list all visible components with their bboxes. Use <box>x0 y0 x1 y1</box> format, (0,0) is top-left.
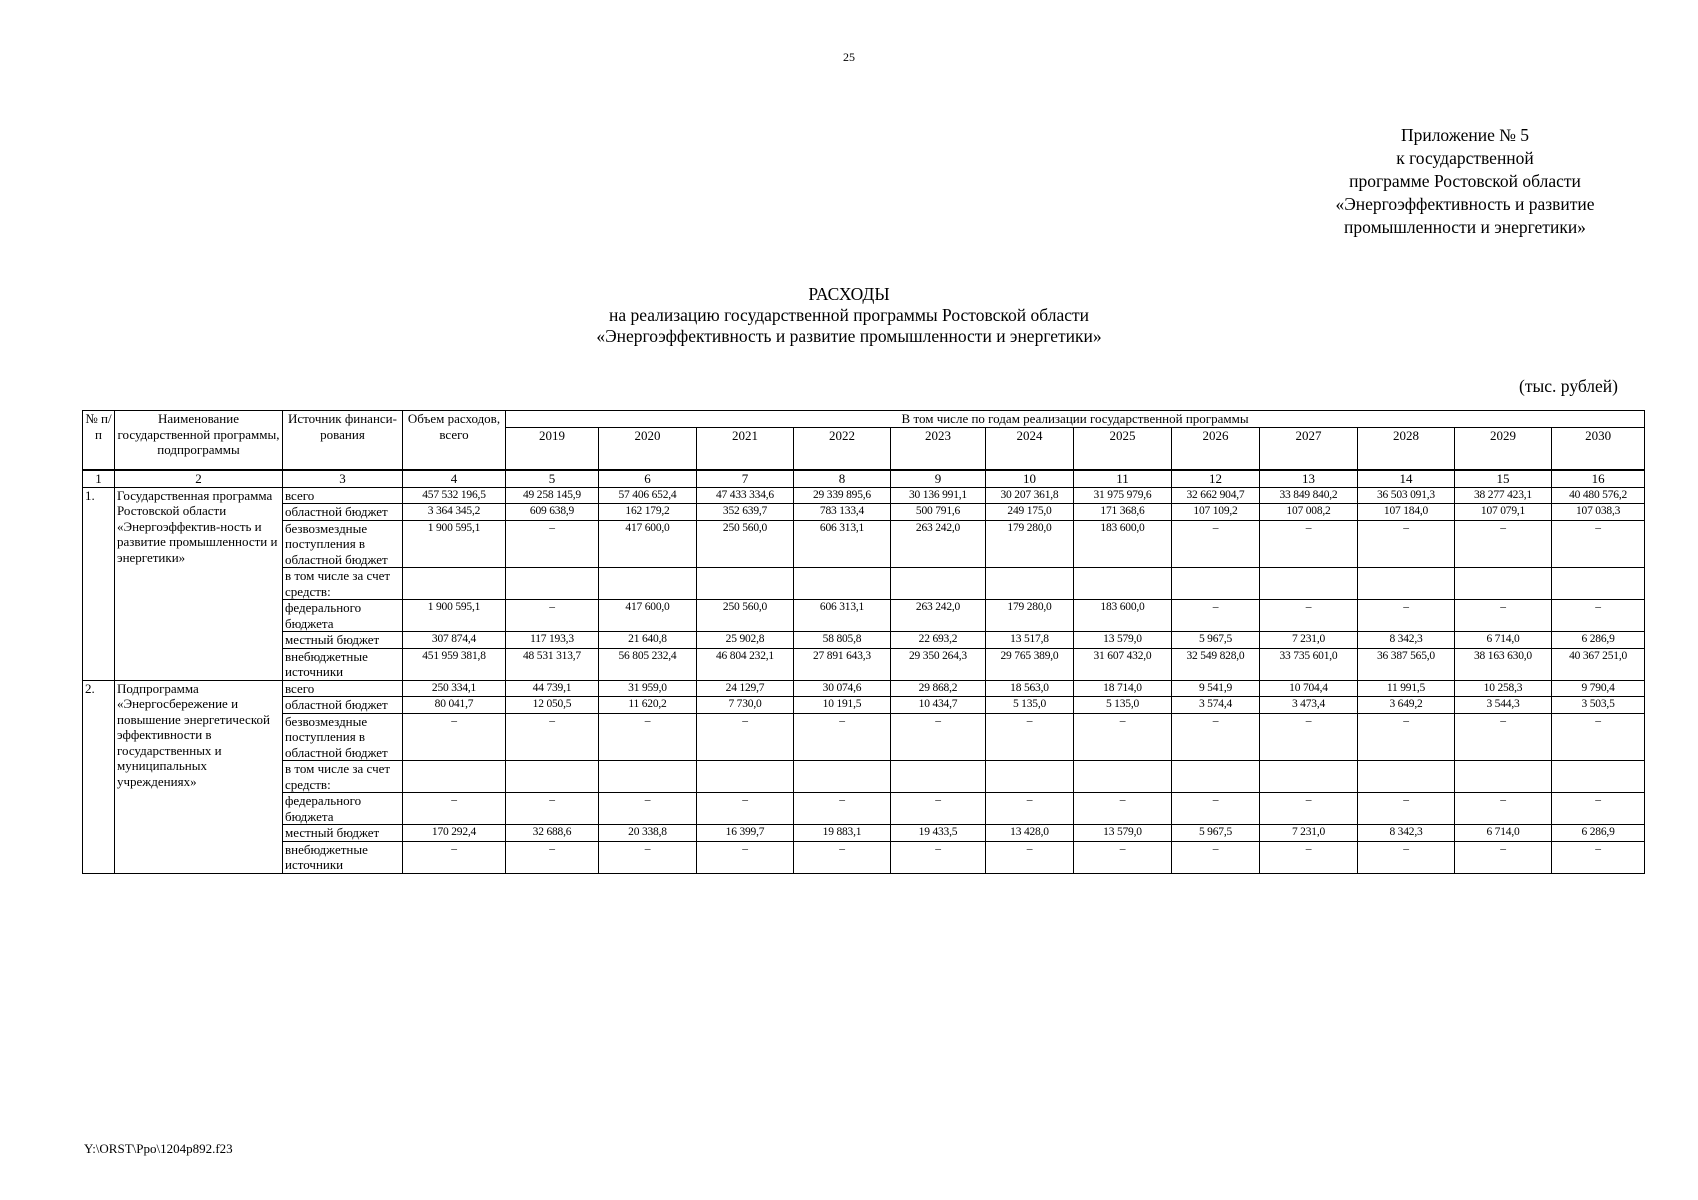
year-amount: 40 480 576,2 <box>1552 487 1645 504</box>
program-name: Подпрограмма «Энергосбережение и повышение энергетической эффективности в государственных и муниципальных учреждениях» <box>115 680 283 873</box>
year-amount <box>1455 568 1552 600</box>
header-num: № п/п <box>83 411 115 471</box>
year-amount: 250 560,0 <box>697 520 794 568</box>
year-amount: 183 600,0 <box>1074 600 1172 632</box>
year-amount: 6 714,0 <box>1455 632 1552 649</box>
year-amount <box>794 761 891 793</box>
year-amount: – <box>1074 793 1172 825</box>
year-amount <box>986 568 1074 600</box>
year-amount: 500 791,6 <box>891 504 986 521</box>
table-row <box>83 487 1645 504</box>
funding-source: местный бюджет <box>283 825 403 842</box>
appendix-line: «Энергоэффективность и развитие <box>1335 194 1595 214</box>
year-amount: – <box>697 793 794 825</box>
year-amount: 29 765 389,0 <box>986 648 1074 680</box>
year-amount: 18 714,0 <box>1074 680 1172 697</box>
total-amount: 170 292,4 <box>403 825 506 842</box>
year-amount <box>986 761 1074 793</box>
year-amount: 352 639,7 <box>697 504 794 521</box>
year-amount: – <box>1455 713 1552 761</box>
year-amount: 9 790,4 <box>1552 680 1645 697</box>
year-amount: 21 640,8 <box>599 632 697 649</box>
year-amount: 263 242,0 <box>891 520 986 568</box>
year-amount: – <box>1172 600 1260 632</box>
year-amount: – <box>697 841 794 873</box>
year-amount: – <box>1172 713 1260 761</box>
header-year: 2026 <box>1172 427 1260 470</box>
year-amount <box>599 568 697 600</box>
funding-source: внебюджетные источники <box>283 841 403 873</box>
funding-source: безвозмездные поступления в областной бюджет <box>283 520 403 568</box>
appendix-line: программе Ростовской области <box>1349 171 1581 191</box>
year-amount <box>1260 568 1358 600</box>
year-amount: 13 579,0 <box>1074 632 1172 649</box>
year-amount: 22 693,2 <box>891 632 986 649</box>
year-amount: – <box>1260 600 1358 632</box>
header-source: Источник финанси-рования <box>283 411 403 471</box>
table-header <box>83 411 1645 471</box>
year-amount <box>1552 761 1645 793</box>
header-year: 2019 <box>506 427 599 470</box>
year-amount: – <box>1172 520 1260 568</box>
table-row <box>83 504 1645 521</box>
year-amount <box>891 761 986 793</box>
year-amount: – <box>1358 600 1455 632</box>
year-amount: – <box>506 713 599 761</box>
total-amount: 250 334,1 <box>403 680 506 697</box>
table-row <box>83 841 1645 873</box>
year-amount: 5 135,0 <box>1074 697 1172 714</box>
total-amount: 80 041,7 <box>403 697 506 714</box>
year-amount: – <box>1358 713 1455 761</box>
header-year: 2023 <box>891 427 986 470</box>
total-amount: 307 874,4 <box>403 632 506 649</box>
year-amount: 36 387 565,0 <box>1358 648 1455 680</box>
year-amount: – <box>1455 793 1552 825</box>
year-amount: 10 258,3 <box>1455 680 1552 697</box>
funding-source: федерального бюджета <box>283 793 403 825</box>
funding-source: в том числе за счет средств: <box>283 568 403 600</box>
year-amount: – <box>794 713 891 761</box>
year-amount: 38 277 423,1 <box>1455 487 1552 504</box>
year-amount: 183 600,0 <box>1074 520 1172 568</box>
table-row <box>83 697 1645 714</box>
total-amount: 451 959 381,8 <box>403 648 506 680</box>
header-year: 2030 <box>1552 427 1645 470</box>
column-number: 15 <box>1455 470 1552 487</box>
year-amount: – <box>986 713 1074 761</box>
year-amount: – <box>986 793 1074 825</box>
year-amount: 30 207 361,8 <box>986 487 1074 504</box>
title-line: «Энергоэффективность и развитие промышленности и энергетики» <box>596 326 1102 346</box>
row-index: 1. <box>83 487 115 680</box>
year-amount: – <box>1455 600 1552 632</box>
year-amount: – <box>1552 841 1645 873</box>
budget-table <box>82 410 1645 874</box>
title-main: РАСХОДЫ <box>808 284 890 304</box>
year-amount: 29 868,2 <box>891 680 986 697</box>
year-amount: – <box>1260 841 1358 873</box>
year-amount: 46 804 232,1 <box>697 648 794 680</box>
year-amount: 49 258 145,9 <box>506 487 599 504</box>
year-amount: 24 129,7 <box>697 680 794 697</box>
table-row <box>83 568 1645 600</box>
year-amount: – <box>506 841 599 873</box>
table-row <box>83 600 1645 632</box>
year-amount: 7 231,0 <box>1260 632 1358 649</box>
year-amount: 606 313,1 <box>794 600 891 632</box>
year-amount: 11 991,5 <box>1358 680 1455 697</box>
year-amount: 263 242,0 <box>891 600 986 632</box>
total-amount <box>403 568 506 600</box>
year-amount <box>1358 761 1455 793</box>
table-row <box>83 761 1645 793</box>
year-amount: 107 008,2 <box>1260 504 1358 521</box>
year-amount: – <box>1074 841 1172 873</box>
year-amount: 20 338,8 <box>599 825 697 842</box>
year-amount: 107 038,3 <box>1552 504 1645 521</box>
year-amount: – <box>1358 520 1455 568</box>
column-number: 11 <box>1074 470 1172 487</box>
funding-source: внебюджетные источники <box>283 648 403 680</box>
year-amount: – <box>891 793 986 825</box>
year-amount: 117 193,3 <box>506 632 599 649</box>
year-amount: 57 406 652,4 <box>599 487 697 504</box>
column-number: 13 <box>1260 470 1358 487</box>
year-amount <box>1172 568 1260 600</box>
column-number: 12 <box>1172 470 1260 487</box>
total-amount: 1 900 595,1 <box>403 600 506 632</box>
header-year: 2020 <box>599 427 697 470</box>
funding-source: областной бюджет <box>283 504 403 521</box>
year-amount: 32 688,6 <box>506 825 599 842</box>
year-amount: 7 730,0 <box>697 697 794 714</box>
year-amount: 3 574,4 <box>1172 697 1260 714</box>
year-amount: – <box>794 841 891 873</box>
year-amount: – <box>599 793 697 825</box>
year-amount: 12 050,5 <box>506 697 599 714</box>
year-amount: 31 959,0 <box>599 680 697 697</box>
year-amount: 29 339 895,6 <box>794 487 891 504</box>
year-amount: 40 367 251,0 <box>1552 648 1645 680</box>
year-amount <box>1552 568 1645 600</box>
year-amount: – <box>1552 600 1645 632</box>
funding-source: всего <box>283 487 403 504</box>
year-amount: 5 967,5 <box>1172 825 1260 842</box>
year-amount: 36 503 091,3 <box>1358 487 1455 504</box>
year-amount: 609 638,9 <box>506 504 599 521</box>
year-amount: 47 433 334,6 <box>697 487 794 504</box>
year-amount: 31 975 979,6 <box>1074 487 1172 504</box>
year-amount <box>506 761 599 793</box>
year-amount: 783 133,4 <box>794 504 891 521</box>
year-amount: 6 714,0 <box>1455 825 1552 842</box>
units-label: (тыс. рублей) <box>1519 376 1618 396</box>
column-number: 7 <box>697 470 794 487</box>
page-number: 25 <box>843 50 855 64</box>
year-amount: – <box>697 713 794 761</box>
table-row <box>83 825 1645 842</box>
year-amount: 6 286,9 <box>1552 632 1645 649</box>
funding-source: федерального бюджета <box>283 600 403 632</box>
header-name: Наименование государственной программы, подпрограммы <box>115 411 283 471</box>
year-amount: 8 342,3 <box>1358 632 1455 649</box>
year-amount: 107 079,1 <box>1455 504 1552 521</box>
year-amount: – <box>1455 520 1552 568</box>
funding-source: в том числе за счет средств: <box>283 761 403 793</box>
header-total: Объем расходов, всего <box>403 411 506 471</box>
year-amount <box>1455 761 1552 793</box>
year-amount: 417 600,0 <box>599 520 697 568</box>
year-amount: 3 503,5 <box>1552 697 1645 714</box>
header-year: 2029 <box>1455 427 1552 470</box>
total-amount: – <box>403 713 506 761</box>
year-amount <box>506 568 599 600</box>
year-amount: – <box>599 713 697 761</box>
column-number: 2 <box>115 470 283 487</box>
year-amount: 10 191,5 <box>794 697 891 714</box>
year-amount <box>697 761 794 793</box>
year-amount: 107 184,0 <box>1358 504 1455 521</box>
table-row <box>83 632 1645 649</box>
year-amount: 56 805 232,4 <box>599 648 697 680</box>
file-path: Y:\ORST\Ppo\1204p892.f23 <box>84 1141 233 1156</box>
year-amount: 107 109,2 <box>1172 504 1260 521</box>
year-amount: 5 135,0 <box>986 697 1074 714</box>
year-amount: 606 313,1 <box>794 520 891 568</box>
year-amount <box>599 761 697 793</box>
year-amount: – <box>794 793 891 825</box>
header-year: 2027 <box>1260 427 1358 470</box>
year-amount: 33 849 840,2 <box>1260 487 1358 504</box>
funding-source: всего <box>283 680 403 697</box>
year-amount: 7 231,0 <box>1260 825 1358 842</box>
year-amount: – <box>891 713 986 761</box>
year-amount: 18 563,0 <box>986 680 1074 697</box>
column-number: 1 <box>83 470 115 487</box>
year-amount: 30 136 991,1 <box>891 487 986 504</box>
table-row <box>83 713 1645 761</box>
total-amount <box>403 761 506 793</box>
year-amount <box>1074 761 1172 793</box>
year-amount: 249 175,0 <box>986 504 1074 521</box>
year-amount: 27 891 643,3 <box>794 648 891 680</box>
year-amount: 25 902,8 <box>697 632 794 649</box>
year-amount: – <box>1552 520 1645 568</box>
year-amount: – <box>1552 713 1645 761</box>
year-amount: – <box>1358 841 1455 873</box>
year-amount: – <box>1172 841 1260 873</box>
year-amount <box>1358 568 1455 600</box>
year-amount: – <box>1260 520 1358 568</box>
year-amount: 3 544,3 <box>1455 697 1552 714</box>
year-amount: 16 399,7 <box>697 825 794 842</box>
year-amount: 44 739,1 <box>506 680 599 697</box>
year-amount: 38 163 630,0 <box>1455 648 1552 680</box>
year-amount: 179 280,0 <box>986 520 1074 568</box>
column-number: 5 <box>506 470 599 487</box>
title-line: на реализацию государственной программы Ростовской области <box>608 305 1089 325</box>
year-amount: 3 649,2 <box>1358 697 1455 714</box>
column-number: 14 <box>1358 470 1455 487</box>
total-amount: 1 900 595,1 <box>403 520 506 568</box>
header-years-group: В том числе по годам реализации государственной программы <box>506 411 1645 428</box>
year-amount <box>1172 761 1260 793</box>
year-amount: 11 620,2 <box>599 697 697 714</box>
year-amount: 179 280,0 <box>986 600 1074 632</box>
appendix-line: Приложение № 5 <box>1400 125 1530 145</box>
column-number: 16 <box>1552 470 1645 487</box>
appendix-note <box>1300 124 1630 239</box>
year-amount: 58 805,8 <box>794 632 891 649</box>
year-amount: 13 428,0 <box>986 825 1074 842</box>
year-amount: 250 560,0 <box>697 600 794 632</box>
year-amount: 19 433,5 <box>891 825 986 842</box>
year-amount: – <box>506 600 599 632</box>
year-amount <box>697 568 794 600</box>
year-amount <box>1074 568 1172 600</box>
year-amount: 8 342,3 <box>1358 825 1455 842</box>
column-number: 6 <box>599 470 697 487</box>
year-amount: – <box>506 520 599 568</box>
funding-source: безвозмездные поступления в областной бюджет <box>283 713 403 761</box>
year-amount: 29 350 264,3 <box>891 648 986 680</box>
year-amount <box>1260 761 1358 793</box>
year-amount: – <box>1260 793 1358 825</box>
year-amount: 10 704,4 <box>1260 680 1358 697</box>
header-year: 2021 <box>697 427 794 470</box>
year-amount: 13 579,0 <box>1074 825 1172 842</box>
table-row <box>83 520 1645 568</box>
year-amount: – <box>1172 793 1260 825</box>
year-amount: – <box>1455 841 1552 873</box>
year-amount: 171 368,6 <box>1074 504 1172 521</box>
year-amount: – <box>986 841 1074 873</box>
year-amount: – <box>599 841 697 873</box>
year-amount: 31 607 432,0 <box>1074 648 1172 680</box>
year-amount: – <box>1552 793 1645 825</box>
column-number: 3 <box>283 470 403 487</box>
program-name: Государственная программа Ростовской области «Энергоэффектив-ность и развитие промышленности и энергетики» <box>115 487 283 680</box>
year-amount <box>891 568 986 600</box>
header-year: 2022 <box>794 427 891 470</box>
year-amount: 3 473,4 <box>1260 697 1358 714</box>
funding-source: областной бюджет <box>283 697 403 714</box>
column-number: 8 <box>794 470 891 487</box>
total-amount: – <box>403 793 506 825</box>
year-amount: 30 074,6 <box>794 680 891 697</box>
column-number: 9 <box>891 470 986 487</box>
year-amount: 5 967,5 <box>1172 632 1260 649</box>
year-amount: 162 179,2 <box>599 504 697 521</box>
year-amount: 32 549 828,0 <box>1172 648 1260 680</box>
year-amount: 19 883,1 <box>794 825 891 842</box>
funding-source: местный бюджет <box>283 632 403 649</box>
year-amount: – <box>1260 713 1358 761</box>
table-row <box>83 793 1645 825</box>
total-amount: 3 364 345,2 <box>403 504 506 521</box>
year-amount: 32 662 904,7 <box>1172 487 1260 504</box>
table-row <box>83 648 1645 680</box>
header-year: 2028 <box>1358 427 1455 470</box>
year-amount: 9 541,9 <box>1172 680 1260 697</box>
row-index: 2. <box>83 680 115 873</box>
column-number: 4 <box>403 470 506 487</box>
year-amount: – <box>1074 713 1172 761</box>
year-amount: 33 735 601,0 <box>1260 648 1358 680</box>
year-amount: – <box>1358 793 1455 825</box>
total-amount: 457 532 196,5 <box>403 487 506 504</box>
year-amount: – <box>891 841 986 873</box>
appendix-line: к государственной <box>1396 148 1534 168</box>
year-amount: 6 286,9 <box>1552 825 1645 842</box>
year-amount <box>794 568 891 600</box>
year-amount: 417 600,0 <box>599 600 697 632</box>
year-amount: – <box>506 793 599 825</box>
table-body <box>83 470 1645 873</box>
header-year: 2025 <box>1074 427 1172 470</box>
appendix-line: промышленности и энергетики» <box>1344 217 1586 237</box>
document-title <box>0 284 1698 347</box>
total-amount: – <box>403 841 506 873</box>
header-year: 2024 <box>986 427 1074 470</box>
column-number-row <box>83 470 1645 487</box>
column-number: 10 <box>986 470 1074 487</box>
year-amount: 10 434,7 <box>891 697 986 714</box>
table-row <box>83 680 1645 697</box>
year-amount: 13 517,8 <box>986 632 1074 649</box>
year-amount: 48 531 313,7 <box>506 648 599 680</box>
